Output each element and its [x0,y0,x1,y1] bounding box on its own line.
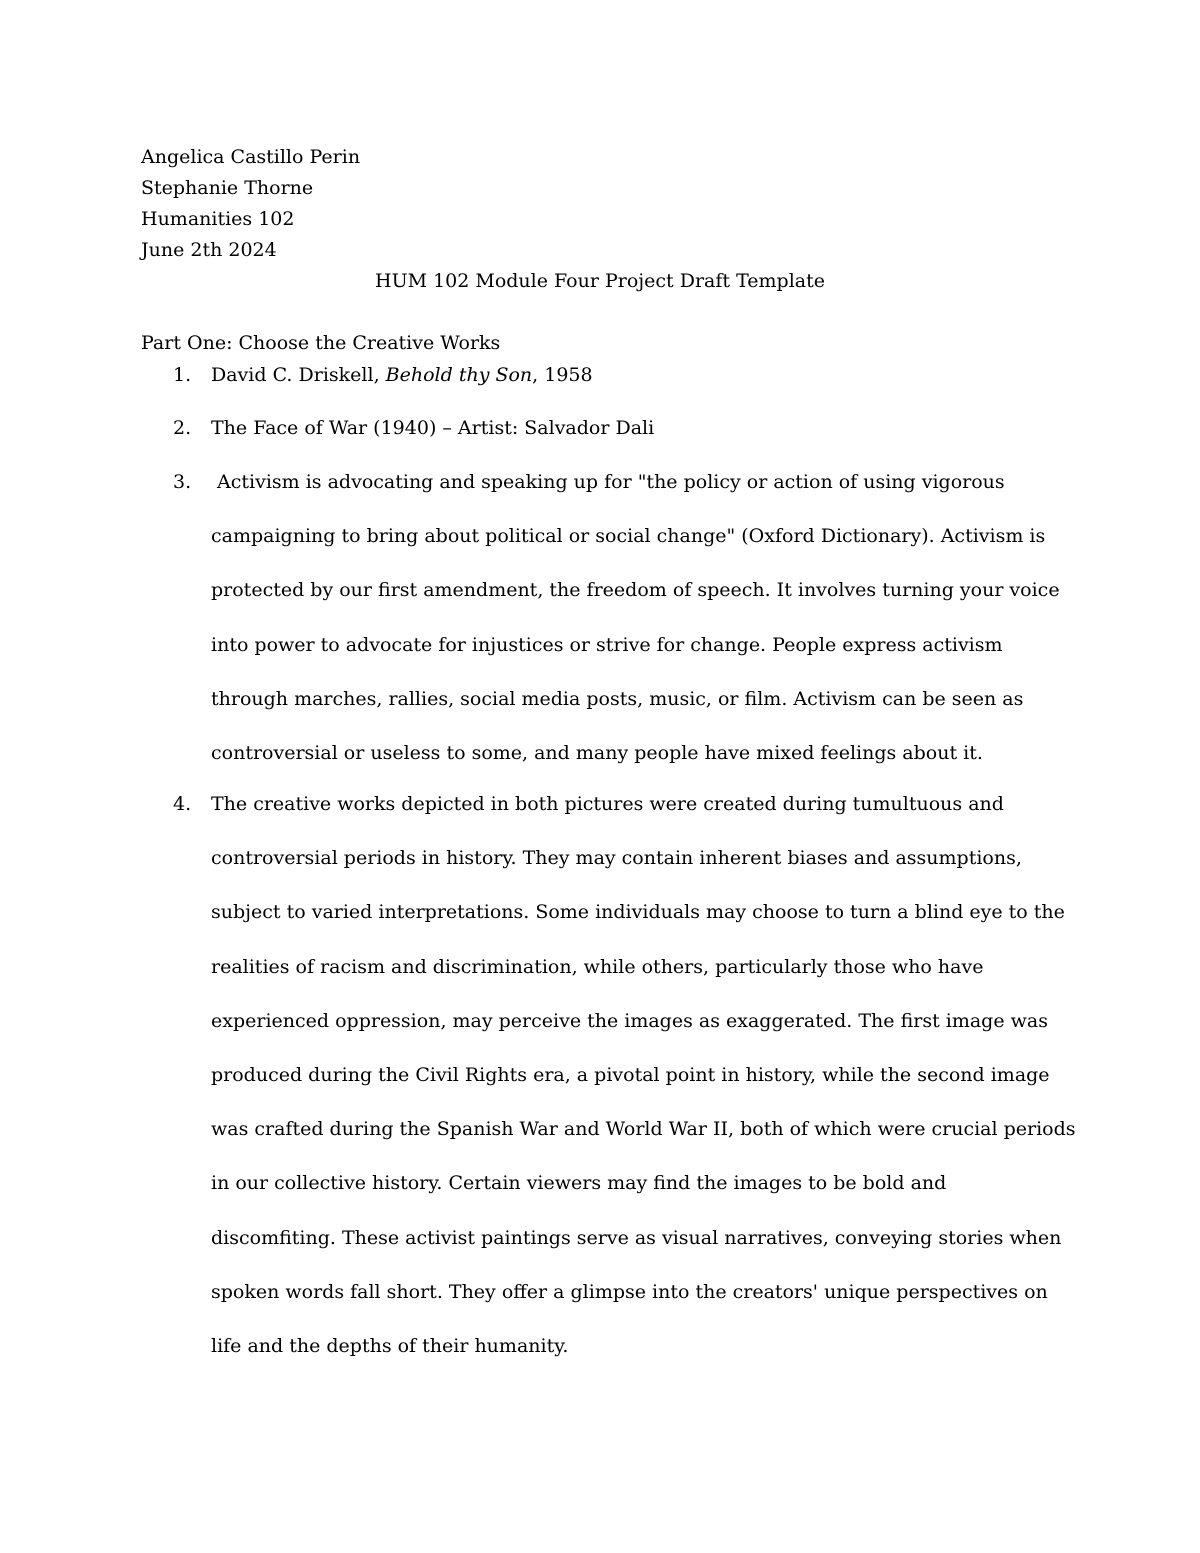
paragraph-line: subject to varied interpretations. Some individuals may choose to turn a blind eye to the [211,901,1065,924]
list-item-paragraph [211,455,1071,780]
list-item-text: The Face of War (1940) – Artist: Salvador Dali [211,417,655,439]
list-item-text [211,363,1071,387]
list-number: 3. [173,471,192,493]
list-item-paragraph [211,777,1076,1373]
paragraph-line: realities of racism and discrimination, while others, particularly those who have [211,955,984,978]
paragraph-line: discomfiting. These activist paintings serve as visual narratives, conveying stories when [211,1226,1062,1249]
paragraph-line: life and the depths of their humanity. [211,1335,569,1358]
work-year: , 1958 [532,364,593,386]
paragraph-line: through marches, rallies, social media posts, music, or film. Activism can be seen as [211,687,1024,710]
document-date: June 2th 2024 [141,239,277,261]
student-name: Angelica Castillo Perin [141,146,361,168]
work-title: Behold thy Son [385,364,533,386]
paragraph-line: in our collective history. Certain viewers may find the images to be bold and [211,1172,947,1195]
paragraph-line: was crafted during the Spanish War and World War II, both of which were crucial periods [211,1118,1076,1141]
document-title: HUM 102 Module Four Project Draft Template [375,270,825,292]
paragraph-line: spoken words fall short. They offer a glimpse into the creators' unique perspectives on [211,1280,1048,1303]
paragraph-line: protected by our first amendment, the freedom of speech. It involves turning your voice [211,579,1060,602]
list-number: 2. [173,417,192,439]
artist-name: David C. Driskell, [211,364,386,386]
paragraph-line: campaigning to bring about political or social change" (Oxford Dictionary). Activism is [211,525,1046,548]
list-number: 4. [173,793,192,815]
course-name: Humanities 102 [141,208,295,230]
paragraph-line: produced during the Civil Rights era, a pivotal point in history, while the second image [211,1064,1050,1087]
paragraph-line: controversial periods in history. They may contain inherent biases and assumptions, [211,847,1022,870]
part-one-heading: Part One: Choose the Creative Works [141,332,501,354]
paragraph-line: experienced oppression, may perceive the images as exaggerated. The first image was [211,1009,1048,1032]
paragraph-line: into power to advocate for injustices or strive for change. People express activism [211,633,1003,656]
list-number: 1. [173,364,192,386]
paragraph-line: The creative works depicted in both pictures were created during tumultuous and [211,793,1004,815]
paragraph-line: Activism is advocating and speaking up for "the policy or action of using vigorous [211,471,1005,493]
instructor-name: Stephanie Thorne [141,177,314,199]
paragraph-line: controversial or useless to some, and many people have mixed feelings about it. [211,742,983,765]
